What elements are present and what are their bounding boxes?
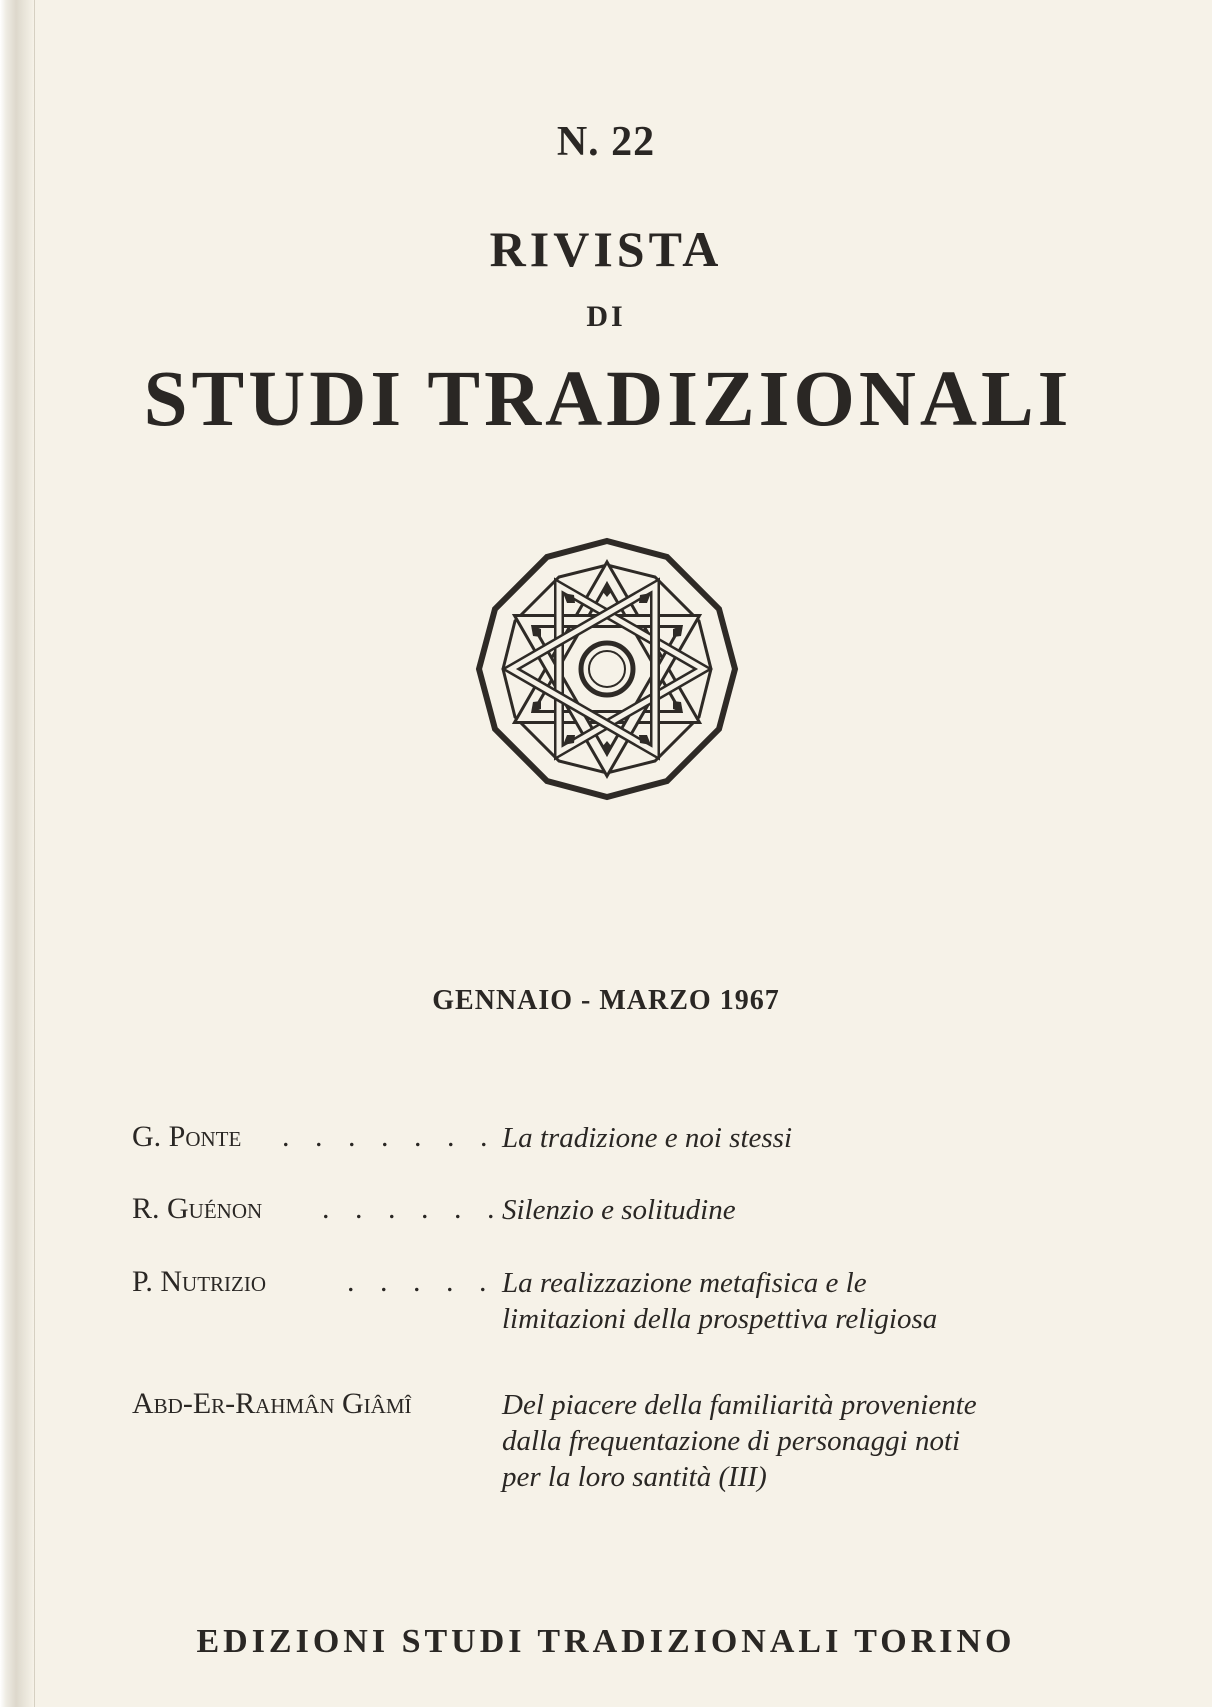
contents-article-title: per la loro santità (III) <box>502 1461 767 1493</box>
title-line-di: DI <box>586 300 626 333</box>
contents-article-title: Silenzio e solitudine <box>502 1194 736 1226</box>
contents-article-title: dalla frequentazione di personaggi noti <box>502 1425 961 1457</box>
contents-author: Abd-Er-Rahmân Giâmî <box>132 1387 412 1420</box>
contents-author: G. Ponte <box>132 1120 242 1153</box>
main-title: STUDI TRADIZIONALI <box>143 356 1073 443</box>
contents-article-title: La tradizione e noi stessi <box>502 1122 793 1154</box>
contents-article-title: limitazioni della prospettiva religiosa <box>502 1303 938 1335</box>
contents-leader-dots: . . . . . <box>347 1265 496 1298</box>
contents-author: R. Guénon <box>132 1192 263 1225</box>
contents-leader-dots: . . . . . . <box>322 1192 504 1225</box>
issue-number: N. 22 <box>556 119 656 165</box>
contents-leader-dots: . . . . . . . <box>282 1120 497 1153</box>
contents-article-title: Del piacere della familiarità proveniente <box>502 1389 977 1421</box>
issue-date: GENNAIO - MARZO 1967 <box>432 985 780 1016</box>
interlaced-star-emblem-icon <box>474 536 740 802</box>
contents-author: P. Nutrizio <box>132 1265 267 1298</box>
publisher-imprint: EDIZIONI STUDI TRADIZIONALI TORINO <box>196 1623 1016 1660</box>
contents-article-title: La realizzazione metafisica e le <box>502 1267 867 1299</box>
title-line-rivista: RIVISTA <box>489 221 723 277</box>
